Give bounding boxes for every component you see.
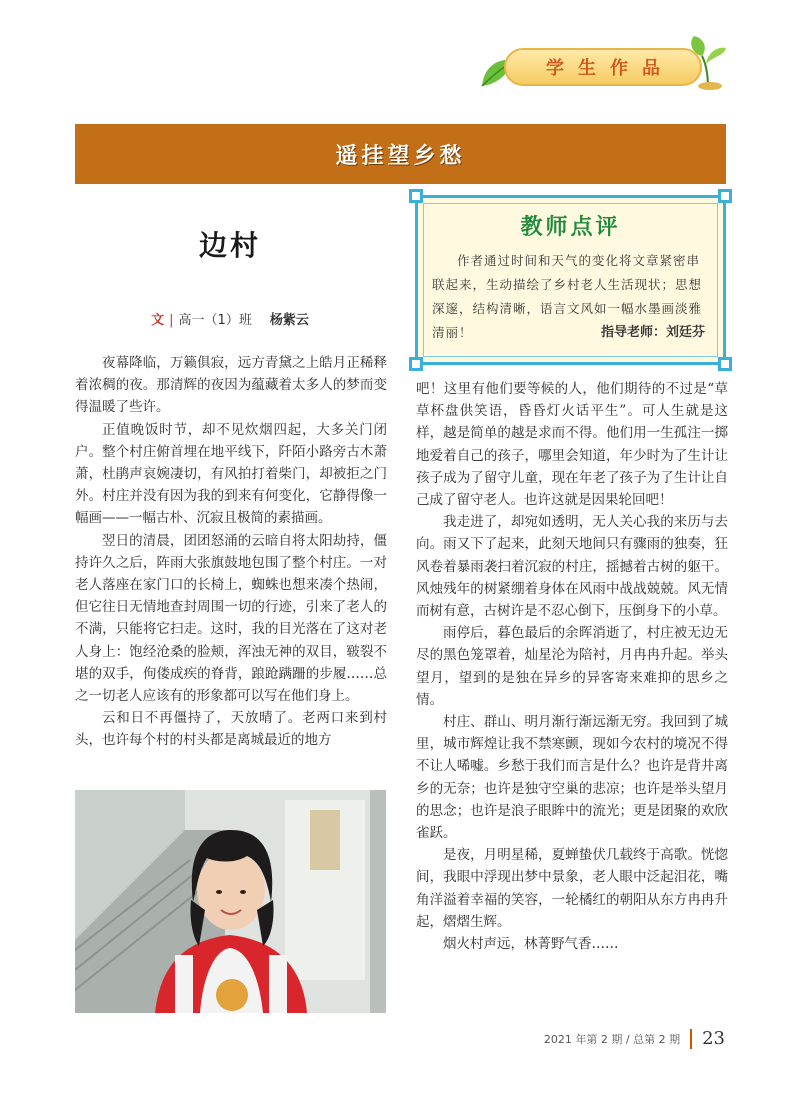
page-number: 23 (702, 1028, 725, 1049)
frame-corner (718, 357, 732, 371)
badge-label: 学生作品 (546, 58, 674, 79)
paragraph: 吧！这里有他们要等候的人，他们期待的不过是“草草杯盘供笑语，昏昏灯火话平生”。可人生就是这样，越是简单的越是求而不得。他们用一生孤注一掷地爱着自己的孩子，哪里会知道，年少时为了生计让孩子成为了留守儿童，现在年老了孩子为了生计让自己成了留守老人。也许这就是因果轮回吧！ (416, 381, 728, 509)
byline-prefix: 文 (151, 313, 165, 328)
section-title: 遥挂望乡愁 (335, 143, 466, 169)
byline (80, 309, 380, 328)
comment-title: 教师点评 (520, 215, 621, 240)
paragraph: 是夜，月明星稀，夏蝉蛰伏几载终于高歌。恍惚间，我眼中浮现出梦中景象，老人眼中泛起泪花，嘴角洋溢着幸福的笑容，一轮橘红的朝阳从东方冉冉升起，熠熠生辉。 (416, 847, 728, 930)
article-column-left (75, 352, 387, 752)
byline-class: 高一（1）班 (178, 313, 252, 328)
sprout-icon (688, 34, 728, 90)
teacher-comment-box (415, 195, 726, 365)
byline-separator: | (169, 313, 174, 328)
paragraph: 云和日不再僵持了，天放晴了。老两口来到村头，也许每个村的村头都是离城最近的地方 (75, 710, 387, 749)
paragraph: 雨停后，暮色最后的余晖消逝了，村庄被无边无尽的黑色笼罩着，灿星沦为陪衬，月冉冉升起。举头望月，望到的是独在异乡的异客寄来难抑的思乡之情。 (416, 625, 728, 708)
comment-text: 作者通过时间和天气的变化将文章紧密串联起来，生动描绘了乡村老人生活现状；思想深邃，结构清晰，语言文风如一幅水墨画淡雅清丽！ (432, 253, 703, 340)
frame-corner (409, 357, 423, 371)
footer-divider (690, 1029, 692, 1049)
issue-info: 2021 年第 2 期 / 总第 2 期 (543, 1032, 681, 1046)
badge-pill (504, 48, 702, 86)
section-badge (478, 34, 728, 96)
comment-teacher: 指导老师：刘廷芬 (600, 325, 705, 340)
paragraph: 我走进了，却宛如透明，无人关心我的来历与去向。雨又下了起来，此刻天地间只有骤雨的独奏，狂风卷着暴雨袭扫着沉寂的村庄，摇撼着古树的躯干。风烛残年的树紧绷着身体在风雨中战战兢兢。风无情而树有意，古树许是不忍心倒下，压倒身下的小草。 (416, 514, 728, 620)
paragraph: 夜幕降临，万籁俱寂，远方青黛之上皓月正稀释着浓稠的夜。那清辉的夜因为蕴藏着太多人的梦而变得温暖了些许。 (75, 355, 387, 416)
paragraph: 正值晚饭时节，却不见炊烟四起，大多关门闭户。整个村庄俯首埋在地平线下，阡陌小路旁古木萧萧，杜鹃声哀婉凄切，有风拍打着柴门，却被拒之门外。村庄并没有因为我的到来有何变化，它静得像一幅画——一幅古朴、沉寂且极简的素描画。 (75, 421, 387, 527)
author-photo (75, 790, 386, 1013)
frame-corner (718, 189, 732, 203)
paragraph: 烟火村声远，林菁野气香…… (443, 936, 619, 953)
article-title: 边村 (198, 229, 261, 262)
paragraph: 村庄、群山、明月渐行渐远渐无穷。我回到了城里，城市辉煌让我不禁寒颤，现如今农村的境况不得不让人唏嘘。乡愁于我们而言是什么？也许是背井离乡的无奈；也许是独守空巢的悲凉；也许是举头望月的思念；也许是浪子眼眸中的流光；更是团聚的欢欣雀跃。 (416, 714, 728, 842)
byline-author: 杨紫云 (269, 313, 309, 328)
frame-corner (409, 189, 423, 203)
article-column-right (416, 378, 728, 955)
author-portrait-illustration (75, 790, 386, 1013)
section-banner (75, 124, 726, 184)
paragraph: 翌日的清晨，团团怒涌的云暗自将太阳劫持，僵持许久之后，阵雨大张旗鼓地包围了整个村庄。一对老人落座在家门口的长椅上，蜘蛛也想来凑个热闹，但它往日无情地查封周围一切的行迹，引来了老人的不满，只能将它扫走。这时，我的目光落在了这对老人身上：饱经沧桑的脸颊，浑浊无神的双目，皲裂不堪的双手，佝偻成疾的脊背，踉跄蹒跚的步履……总之一切老人应该有的形象都可以写在他们身上。 (75, 532, 387, 705)
page-footer (544, 1028, 725, 1049)
